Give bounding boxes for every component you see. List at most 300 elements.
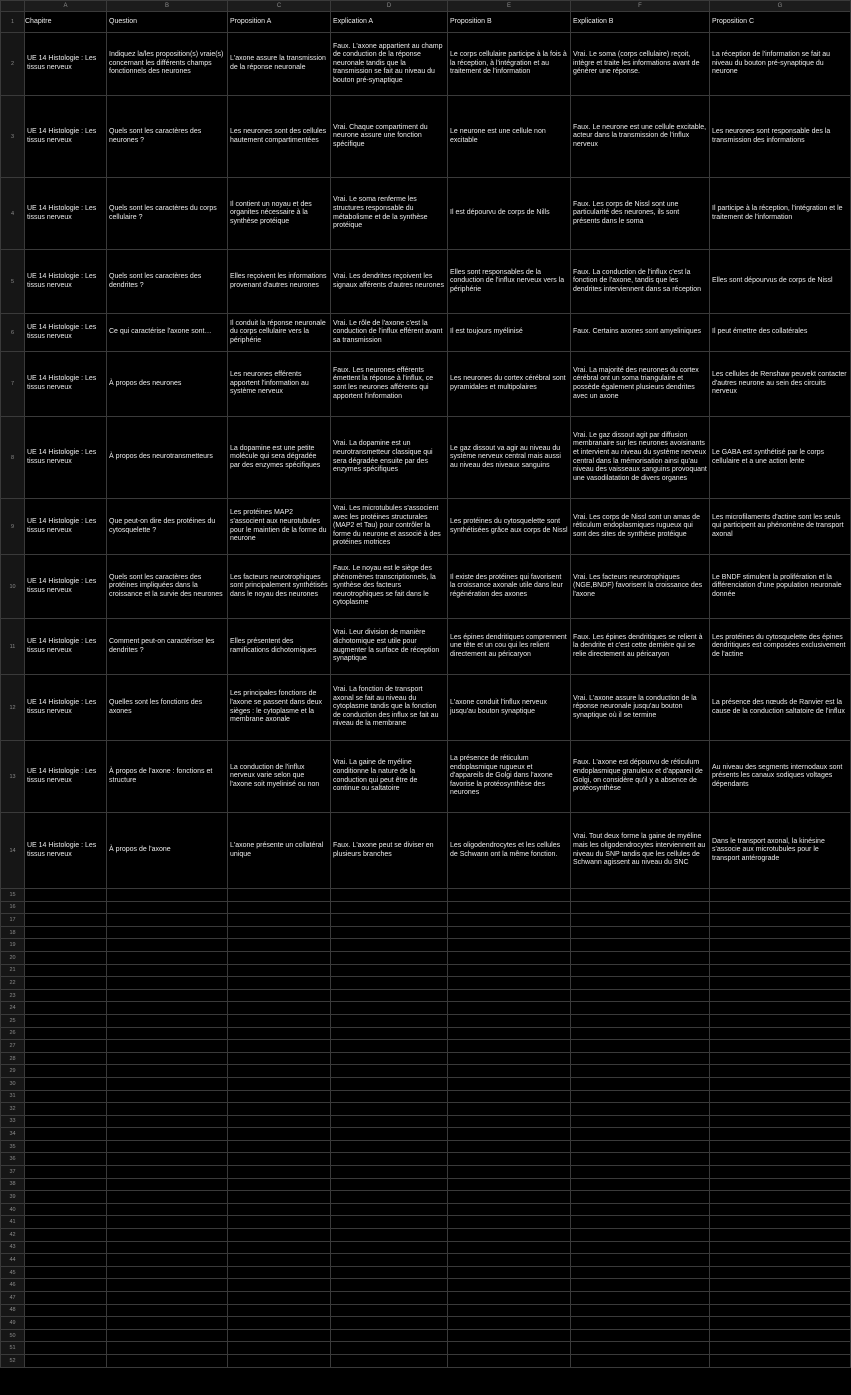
table-cell[interactable]	[107, 1216, 228, 1229]
table-cell[interactable]	[331, 1065, 448, 1078]
table-cell[interactable]	[710, 741, 851, 813]
table-cell[interactable]	[448, 499, 571, 555]
table-cell[interactable]	[710, 314, 851, 352]
table-cell[interactable]	[228, 813, 331, 889]
table-cell[interactable]	[107, 314, 228, 352]
table-cell[interactable]	[571, 1140, 710, 1153]
row-number[interactable]: 24	[1, 1002, 25, 1015]
table-cell[interactable]	[25, 1140, 107, 1153]
table-cell[interactable]	[710, 813, 851, 889]
row-number[interactable]: 49	[1, 1317, 25, 1330]
table-cell[interactable]	[571, 989, 710, 1002]
table-cell[interactable]	[107, 619, 228, 675]
table-cell[interactable]	[710, 1052, 851, 1065]
table-cell[interactable]	[25, 813, 107, 889]
table-cell[interactable]	[228, 914, 331, 927]
row-number[interactable]: 5	[1, 250, 25, 314]
table-cell[interactable]	[571, 314, 710, 352]
table-cell[interactable]	[228, 1140, 331, 1153]
table-cell[interactable]	[107, 1065, 228, 1078]
table-cell[interactable]	[448, 1153, 571, 1166]
table-cell[interactable]	[448, 250, 571, 314]
table-cell[interactable]	[25, 499, 107, 555]
table-cell[interactable]	[331, 1216, 448, 1229]
table-cell[interactable]	[107, 741, 228, 813]
table-cell[interactable]	[331, 178, 448, 250]
table-cell[interactable]	[107, 1342, 228, 1355]
row-number[interactable]: 39	[1, 1191, 25, 1204]
table-cell[interactable]	[228, 499, 331, 555]
table-cell[interactable]	[571, 1166, 710, 1179]
table-cell[interactable]	[710, 1140, 851, 1153]
row-number[interactable]: 40	[1, 1203, 25, 1216]
table-cell[interactable]	[228, 33, 331, 96]
row-number[interactable]: 48	[1, 1304, 25, 1317]
table-cell[interactable]	[571, 1279, 710, 1292]
table-cell[interactable]	[107, 1103, 228, 1116]
table-cell[interactable]	[448, 901, 571, 914]
table-cell[interactable]	[331, 939, 448, 952]
row-number[interactable]: 9	[1, 499, 25, 555]
table-cell[interactable]	[710, 1002, 851, 1015]
table-cell[interactable]	[331, 989, 448, 1002]
table-cell[interactable]	[228, 741, 331, 813]
table-cell[interactable]	[331, 977, 448, 990]
table-cell[interactable]	[331, 96, 448, 178]
table-cell[interactable]	[25, 1027, 107, 1040]
table-cell[interactable]	[25, 1115, 107, 1128]
table-cell[interactable]	[331, 417, 448, 499]
table-cell[interactable]	[107, 1040, 228, 1053]
table-cell[interactable]	[107, 1279, 228, 1292]
row-number[interactable]: 19	[1, 939, 25, 952]
table-cell[interactable]	[25, 250, 107, 314]
table-cell[interactable]	[448, 889, 571, 902]
table-cell[interactable]	[710, 417, 851, 499]
table-cell[interactable]	[571, 1292, 710, 1305]
table-cell[interactable]	[448, 1065, 571, 1078]
table-cell[interactable]	[571, 1128, 710, 1141]
row-number[interactable]: 47	[1, 1292, 25, 1305]
table-cell[interactable]	[228, 1052, 331, 1065]
row-number[interactable]: 25	[1, 1014, 25, 1027]
row-number[interactable]: 37	[1, 1166, 25, 1179]
table-cell[interactable]	[571, 1254, 710, 1267]
table-cell[interactable]	[25, 675, 107, 741]
table-cell[interactable]	[25, 1002, 107, 1015]
table-cell[interactable]	[710, 1216, 851, 1229]
table-cell[interactable]	[571, 178, 710, 250]
table-cell[interactable]	[107, 33, 228, 96]
table-cell[interactable]	[25, 1090, 107, 1103]
table-cell[interactable]	[25, 1342, 107, 1355]
table-cell[interactable]	[710, 926, 851, 939]
table-cell[interactable]	[710, 33, 851, 96]
table-cell[interactable]	[448, 1002, 571, 1015]
row-number[interactable]: 13	[1, 741, 25, 813]
row-number[interactable]: 23	[1, 989, 25, 1002]
table-cell[interactable]	[25, 1279, 107, 1292]
table-cell[interactable]	[448, 1040, 571, 1053]
table-cell[interactable]	[228, 1002, 331, 1015]
table-cell[interactable]	[710, 1203, 851, 1216]
row-number[interactable]: 46	[1, 1279, 25, 1292]
row-number[interactable]: 22	[1, 977, 25, 990]
table-cell[interactable]	[710, 977, 851, 990]
table-cell[interactable]	[228, 964, 331, 977]
row-number[interactable]: 6	[1, 314, 25, 352]
table-cell[interactable]	[448, 619, 571, 675]
table-cell[interactable]	[710, 1077, 851, 1090]
table-cell[interactable]	[25, 96, 107, 178]
table-cell[interactable]	[710, 250, 851, 314]
table-cell[interactable]	[571, 1304, 710, 1317]
column-header-e[interactable]: E	[448, 1, 571, 12]
table-cell[interactable]	[710, 1103, 851, 1116]
table-cell[interactable]	[107, 1191, 228, 1204]
table-cell[interactable]	[571, 741, 710, 813]
row-number[interactable]: 2	[1, 33, 25, 96]
table-cell[interactable]	[228, 619, 331, 675]
table-cell[interactable]	[107, 178, 228, 250]
row-number[interactable]: 18	[1, 926, 25, 939]
table-cell[interactable]	[448, 1128, 571, 1141]
table-cell[interactable]	[448, 1027, 571, 1040]
table-cell[interactable]	[25, 1241, 107, 1254]
table-cell[interactable]	[710, 1342, 851, 1355]
table-cell[interactable]	[228, 1027, 331, 1040]
table-cell[interactable]	[331, 1279, 448, 1292]
table-cell[interactable]	[107, 1178, 228, 1191]
table-cell[interactable]	[571, 619, 710, 675]
table-cell[interactable]	[331, 1329, 448, 1342]
table-cell[interactable]	[710, 901, 851, 914]
table-cell[interactable]	[331, 1077, 448, 1090]
table-cell[interactable]	[331, 901, 448, 914]
column-header-g[interactable]: G	[710, 1, 851, 12]
table-cell[interactable]	[331, 1266, 448, 1279]
table-cell[interactable]	[710, 1229, 851, 1242]
table-cell[interactable]	[571, 555, 710, 619]
table-cell[interactable]	[228, 1254, 331, 1267]
table-cell[interactable]	[228, 1115, 331, 1128]
table-cell[interactable]	[448, 1216, 571, 1229]
table-cell[interactable]	[107, 1128, 228, 1141]
column-header-c[interactable]: C	[228, 1, 331, 12]
table-cell[interactable]	[107, 1027, 228, 1040]
row-number[interactable]: 27	[1, 1040, 25, 1053]
table-cell[interactable]	[710, 939, 851, 952]
table-cell[interactable]	[107, 1153, 228, 1166]
row-number[interactable]: 42	[1, 1229, 25, 1242]
table-cell[interactable]	[331, 1014, 448, 1027]
table-cell[interactable]	[331, 1203, 448, 1216]
table-cell[interactable]	[228, 1090, 331, 1103]
table-cell[interactable]	[448, 96, 571, 178]
table-cell[interactable]	[25, 914, 107, 927]
table-cell[interactable]	[571, 1153, 710, 1166]
table-cell[interactable]	[107, 989, 228, 1002]
table-cell[interactable]	[448, 1266, 571, 1279]
table-cell[interactable]	[710, 964, 851, 977]
table-cell[interactable]	[107, 1292, 228, 1305]
table-cell[interactable]	[228, 901, 331, 914]
table-cell[interactable]	[228, 352, 331, 417]
table-cell[interactable]	[25, 1014, 107, 1027]
table-cell[interactable]	[25, 741, 107, 813]
table-cell[interactable]	[331, 1103, 448, 1116]
table-cell[interactable]	[107, 1354, 228, 1367]
table-cell[interactable]	[331, 1292, 448, 1305]
table-cell[interactable]	[448, 1304, 571, 1317]
table-cell[interactable]	[107, 96, 228, 178]
table-cell[interactable]	[25, 314, 107, 352]
table-cell[interactable]	[571, 1342, 710, 1355]
table-cell[interactable]	[25, 1103, 107, 1116]
table-cell[interactable]	[571, 1014, 710, 1027]
table-cell[interactable]	[25, 1040, 107, 1053]
table-cell[interactable]	[25, 1128, 107, 1141]
table-cell[interactable]	[107, 964, 228, 977]
table-cell[interactable]	[448, 555, 571, 619]
table-cell[interactable]	[107, 889, 228, 902]
table-cell[interactable]	[331, 1052, 448, 1065]
table-cell[interactable]	[25, 1216, 107, 1229]
row-number[interactable]: 21	[1, 964, 25, 977]
column-header-a[interactable]: A	[25, 1, 107, 12]
table-cell[interactable]	[228, 1128, 331, 1141]
table-cell[interactable]	[25, 1077, 107, 1090]
table-cell[interactable]	[571, 1090, 710, 1103]
table-cell[interactable]	[25, 1292, 107, 1305]
table-cell[interactable]	[571, 1002, 710, 1015]
table-cell[interactable]	[25, 1052, 107, 1065]
select-all-corner[interactable]	[1, 1, 25, 12]
table-cell[interactable]	[571, 914, 710, 927]
table-cell[interactable]	[25, 1304, 107, 1317]
row-number[interactable]: 11	[1, 619, 25, 675]
table-cell[interactable]	[25, 555, 107, 619]
table-cell[interactable]	[710, 1329, 851, 1342]
row-number[interactable]: 51	[1, 1342, 25, 1355]
column-header-b[interactable]: B	[107, 1, 228, 12]
row-number[interactable]: 43	[1, 1241, 25, 1254]
table-cell[interactable]	[107, 1203, 228, 1216]
table-cell[interactable]	[228, 1241, 331, 1254]
table-cell[interactable]	[228, 889, 331, 902]
table-cell[interactable]	[571, 96, 710, 178]
table-cell[interactable]	[331, 619, 448, 675]
table-cell[interactable]	[25, 1203, 107, 1216]
table-cell[interactable]	[228, 314, 331, 352]
table-cell[interactable]	[448, 1354, 571, 1367]
table-cell[interactable]	[448, 1317, 571, 1330]
table-cell[interactable]	[710, 1292, 851, 1305]
table-cell[interactable]	[228, 1014, 331, 1027]
table-cell[interactable]	[331, 914, 448, 927]
table-cell[interactable]	[710, 1254, 851, 1267]
table-cell[interactable]	[448, 33, 571, 96]
table-cell[interactable]	[228, 96, 331, 178]
table-cell[interactable]	[25, 926, 107, 939]
table-cell[interactable]	[571, 939, 710, 952]
table-cell[interactable]	[331, 499, 448, 555]
table-cell[interactable]	[710, 1090, 851, 1103]
table-cell[interactable]	[228, 989, 331, 1002]
row-number[interactable]: 4	[1, 178, 25, 250]
table-cell[interactable]	[25, 1178, 107, 1191]
table-cell[interactable]	[448, 1140, 571, 1153]
table-cell[interactable]	[571, 1354, 710, 1367]
table-cell[interactable]	[228, 951, 331, 964]
table-cell[interactable]	[107, 1077, 228, 1090]
table-cell[interactable]	[571, 977, 710, 990]
table-cell[interactable]	[571, 1027, 710, 1040]
table-cell[interactable]	[107, 1317, 228, 1330]
table-cell[interactable]	[448, 741, 571, 813]
table-cell[interactable]	[25, 901, 107, 914]
table-cell[interactable]	[228, 1354, 331, 1367]
table-cell[interactable]	[228, 250, 331, 314]
table-cell[interactable]	[331, 555, 448, 619]
table-cell[interactable]	[331, 1342, 448, 1355]
table-cell[interactable]	[107, 926, 228, 939]
table-cell[interactable]	[107, 1304, 228, 1317]
table-cell[interactable]	[107, 1002, 228, 1015]
table-cell[interactable]	[571, 951, 710, 964]
row-number[interactable]: 36	[1, 1153, 25, 1166]
row-number[interactable]: 35	[1, 1140, 25, 1153]
table-cell[interactable]	[228, 977, 331, 990]
table-cell[interactable]	[331, 1254, 448, 1267]
table-cell[interactable]	[331, 964, 448, 977]
row-number[interactable]: 10	[1, 555, 25, 619]
table-cell[interactable]	[25, 951, 107, 964]
table-cell[interactable]	[228, 1292, 331, 1305]
row-number[interactable]: 34	[1, 1128, 25, 1141]
row-number[interactable]: 41	[1, 1216, 25, 1229]
table-cell[interactable]	[571, 926, 710, 939]
table-cell[interactable]	[571, 1241, 710, 1254]
table-cell[interactable]	[25, 1266, 107, 1279]
table-cell[interactable]	[448, 1090, 571, 1103]
table-cell[interactable]	[25, 417, 107, 499]
table-cell[interactable]	[448, 926, 571, 939]
table-cell[interactable]	[710, 1065, 851, 1078]
table-cell[interactable]	[710, 1354, 851, 1367]
table-cell[interactable]	[25, 1153, 107, 1166]
table-cell[interactable]	[571, 33, 710, 96]
table-cell[interactable]	[710, 352, 851, 417]
table-cell[interactable]	[448, 977, 571, 990]
table-cell[interactable]	[331, 741, 448, 813]
table-cell[interactable]	[448, 813, 571, 889]
table-cell[interactable]	[25, 1254, 107, 1267]
table-cell[interactable]	[25, 964, 107, 977]
table-cell[interactable]	[710, 1178, 851, 1191]
table-cell[interactable]	[571, 813, 710, 889]
table-cell[interactable]	[710, 555, 851, 619]
row-number[interactable]: 12	[1, 675, 25, 741]
table-cell[interactable]	[331, 1241, 448, 1254]
row-number[interactable]: 33	[1, 1115, 25, 1128]
table-cell[interactable]	[228, 1191, 331, 1204]
table-cell[interactable]	[448, 1279, 571, 1292]
row-number[interactable]: 15	[1, 889, 25, 902]
table-cell[interactable]	[710, 989, 851, 1002]
table-cell[interactable]	[448, 1292, 571, 1305]
row-number[interactable]: 26	[1, 1027, 25, 1040]
table-cell[interactable]	[448, 178, 571, 250]
table-cell[interactable]	[448, 352, 571, 417]
table-cell[interactable]	[331, 926, 448, 939]
table-cell[interactable]	[331, 250, 448, 314]
table-cell[interactable]	[25, 1191, 107, 1204]
row-number[interactable]: 29	[1, 1065, 25, 1078]
table-cell[interactable]	[107, 1329, 228, 1342]
table-cell[interactable]	[448, 1241, 571, 1254]
row-number[interactable]: 14	[1, 813, 25, 889]
table-cell[interactable]	[107, 1266, 228, 1279]
table-cell[interactable]	[228, 1229, 331, 1242]
table-cell[interactable]	[331, 1090, 448, 1103]
table-cell[interactable]	[331, 1166, 448, 1179]
table-cell[interactable]	[571, 964, 710, 977]
table-cell[interactable]	[25, 889, 107, 902]
table-cell[interactable]	[448, 1329, 571, 1342]
table-cell[interactable]	[331, 1191, 448, 1204]
table-cell[interactable]	[571, 1178, 710, 1191]
table-cell[interactable]	[710, 1115, 851, 1128]
table-cell[interactable]	[710, 1241, 851, 1254]
table-cell[interactable]	[107, 1254, 228, 1267]
table-cell[interactable]	[228, 1304, 331, 1317]
table-cell[interactable]	[331, 33, 448, 96]
table-cell[interactable]	[228, 1077, 331, 1090]
row-number[interactable]: 44	[1, 1254, 25, 1267]
table-cell[interactable]	[228, 555, 331, 619]
table-cell[interactable]	[228, 417, 331, 499]
table-cell[interactable]	[710, 1191, 851, 1204]
table-cell[interactable]	[331, 951, 448, 964]
table-cell[interactable]	[571, 889, 710, 902]
table-cell[interactable]	[710, 619, 851, 675]
table-cell[interactable]	[228, 1178, 331, 1191]
table-cell[interactable]	[448, 1203, 571, 1216]
table-cell[interactable]	[710, 1040, 851, 1053]
table-cell[interactable]	[710, 1317, 851, 1330]
table-cell[interactable]	[107, 977, 228, 990]
table-cell[interactable]	[228, 1266, 331, 1279]
table-cell[interactable]	[228, 1153, 331, 1166]
table-cell[interactable]	[25, 1354, 107, 1367]
row-number[interactable]: 50	[1, 1329, 25, 1342]
table-cell[interactable]	[331, 1002, 448, 1015]
table-cell[interactable]	[228, 1203, 331, 1216]
table-cell[interactable]	[228, 1103, 331, 1116]
table-cell[interactable]	[571, 417, 710, 499]
table-cell[interactable]	[448, 939, 571, 952]
table-cell[interactable]	[571, 1266, 710, 1279]
table-cell[interactable]	[448, 964, 571, 977]
table-cell[interactable]	[107, 1052, 228, 1065]
table-cell[interactable]	[571, 1115, 710, 1128]
table-cell[interactable]	[331, 813, 448, 889]
table-cell[interactable]	[571, 499, 710, 555]
header-cell[interactable]: Proposition C	[710, 12, 851, 33]
table-cell[interactable]	[571, 1191, 710, 1204]
table-cell[interactable]	[571, 1077, 710, 1090]
